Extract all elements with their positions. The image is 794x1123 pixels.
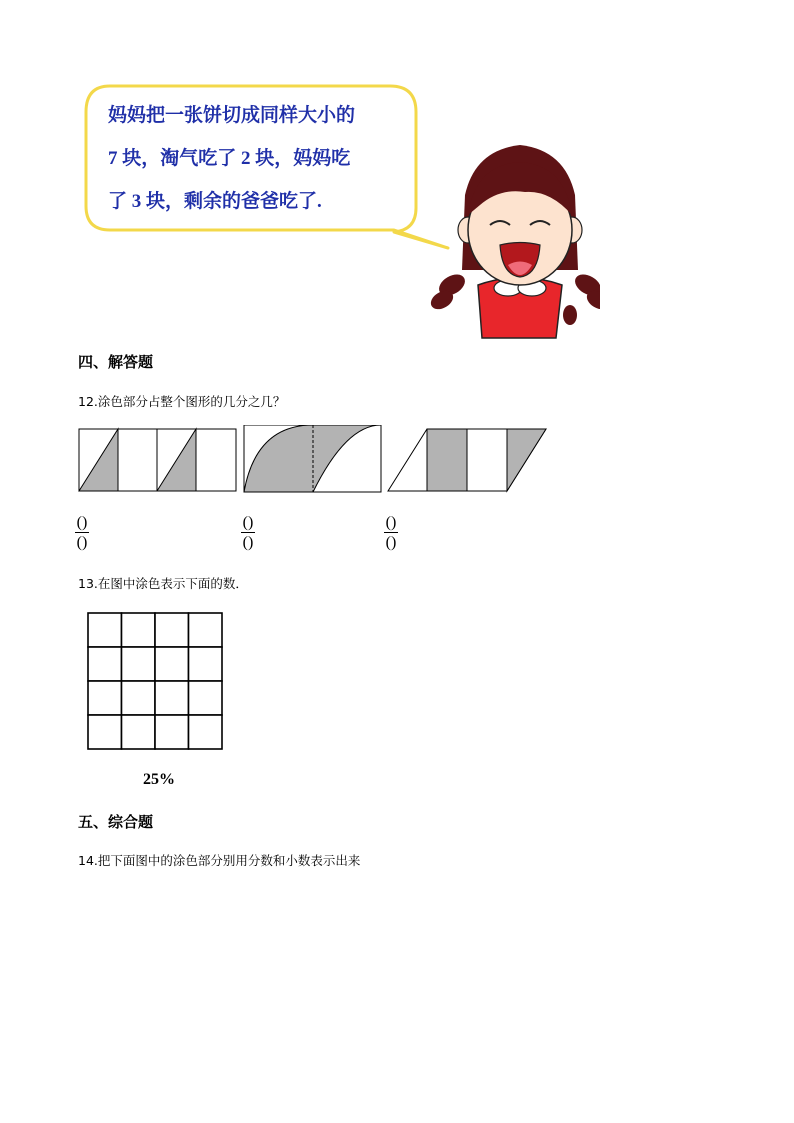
grid-4x4[interactable] [87, 612, 225, 752]
grid-cell[interactable] [122, 681, 156, 715]
figure-2 [244, 425, 381, 492]
numerator: () [76, 514, 88, 531]
grid-cell[interactable] [189, 681, 223, 715]
fraction-bar [241, 532, 255, 533]
question-12-figures [76, 425, 551, 497]
figure-3 [388, 429, 546, 491]
girl-illustration [428, 145, 600, 338]
grid-cell[interactable] [122, 613, 156, 647]
fraction-answer-1[interactable] [75, 514, 89, 551]
grid-cell[interactable] [88, 613, 122, 647]
question-12: 12.涂色部分占整个图形的几分之几？ [78, 394, 286, 409]
denominator: () [76, 534, 88, 551]
grid-cell[interactable] [122, 647, 156, 681]
grid-cell[interactable] [189, 613, 223, 647]
section-heading-5: 五、综合题 [78, 813, 154, 831]
bubble-line: 了 3 块，剩余的爸爸吃了. [108, 191, 322, 212]
bubble-line: 7 块，淘气吃了 2 块，妈妈吃 [108, 148, 351, 169]
fraction-bar [384, 532, 398, 533]
grid-cell[interactable] [155, 715, 189, 749]
grid-cell[interactable] [155, 681, 189, 715]
fraction-answer-2[interactable] [241, 514, 255, 551]
question-13: 13.在图中涂色表示下面的数． [78, 576, 248, 591]
grid-cell[interactable] [155, 647, 189, 681]
fraction-bar [75, 532, 89, 533]
fraction-answer-3[interactable] [384, 514, 398, 551]
section-heading-4: 四、解答题 [78, 353, 154, 371]
grid-cell[interactable] [122, 715, 156, 749]
numerator: () [242, 514, 254, 531]
denominator: () [385, 534, 397, 551]
bubble-line: 妈妈把一张饼切成同样大小的 [108, 105, 356, 126]
grid-cell[interactable] [88, 647, 122, 681]
grid-cell[interactable] [189, 715, 223, 749]
grid-cell[interactable] [155, 613, 189, 647]
grid-cell[interactable] [88, 715, 122, 749]
denominator: () [242, 534, 254, 551]
bubble-text [108, 94, 355, 223]
grid-cell[interactable] [88, 681, 122, 715]
numerator: () [385, 514, 397, 531]
grid-cell[interactable] [189, 647, 223, 681]
target-value: 25% [143, 771, 175, 788]
question-14: 14.把下面图中的涂色部分别用分数和小数表示出来 [78, 853, 361, 868]
figure-1 [79, 429, 236, 491]
